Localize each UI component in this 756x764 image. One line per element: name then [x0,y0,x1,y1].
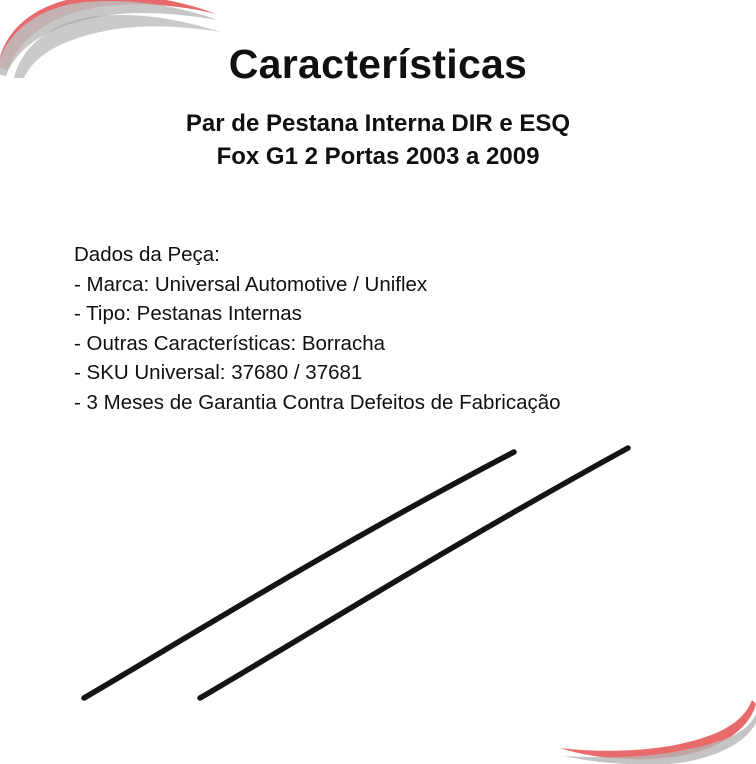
rubber-strips-illustration [0,430,756,756]
detail-line-type: - Tipo: Pestanas Internas [74,302,302,325]
product-image [0,430,756,756]
details-heading: Dados da Peça: [74,243,220,266]
detail-line-brand: - Marca: Universal Automotive / Uniflex [74,272,428,296]
detail-line-warranty: - 3 Meses de Garantia Contra Defeitos de Fabricação [74,390,561,414]
detail-line-other-features: - Outras Características: Borracha [74,331,386,355]
page-title: Características [228,41,528,88]
product-subtitle [0,107,756,173]
subtitle-line-2: Fox G1 2 Portas 2003 a 2009 [216,143,540,170]
detail-line-sku: - SKU Universal: 37680 / 37681 [74,361,363,384]
product-details [74,240,561,417]
subtitle-line-1: Par de Pestana Interna DIR e ESQ [185,110,571,137]
